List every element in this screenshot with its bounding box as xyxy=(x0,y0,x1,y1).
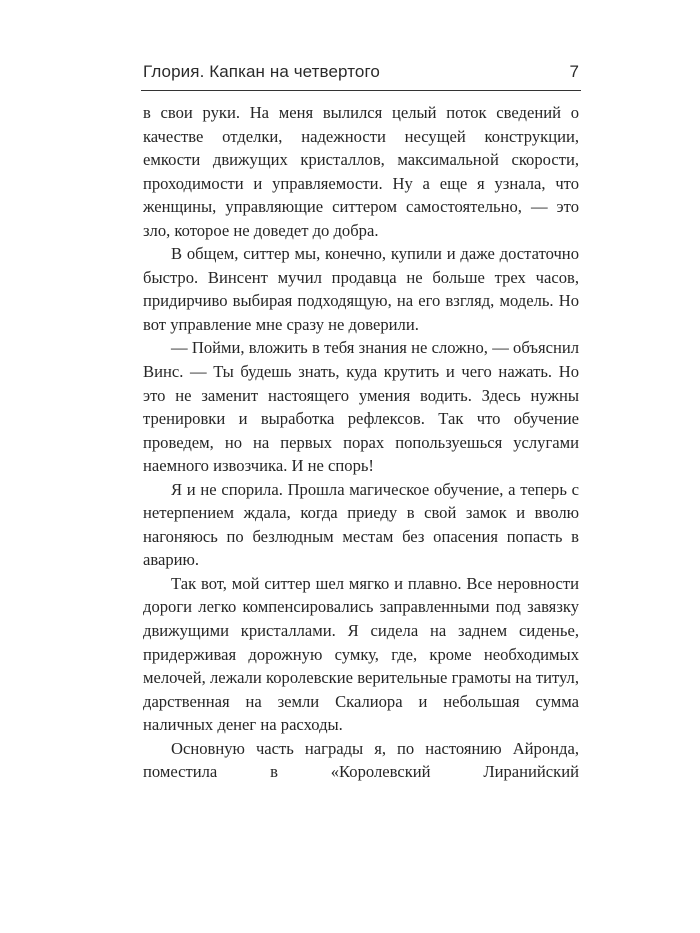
paragraph: в свои руки. На меня вылился целый поток сведений о качестве отделки, надежности несущей конструкции, емкости движущих кристаллов, максимальной скорости, проходимости и управляемости. Ну а еще я узнала, что женщины, управляющие ситтером самостоятельно, — это зло, которое не доведет до добра. xyxy=(143,103,579,240)
body-text xyxy=(143,101,579,784)
paragraph: — Пойми, вложить в тебя знания не сложно, — объяснил Винс. — Ты будешь знать, куда крутить и чего нажать. Но это не заменит настоящего умения водить. Здесь нужны тренировки и выработка рефлексов. Так что обучение проведем, но на первых порах попользуешься услугами наемного извозчика. И не спорь! xyxy=(143,338,579,476)
paragraph: Я и не спорила. Прошла магическое обучение, а теперь с нетерпением ждала, когда приеду в свой замок и вволю нагоняюсь по безлюдным местам без опасения попасть в аварию. xyxy=(143,479,579,570)
running-head xyxy=(143,62,579,88)
header-rule xyxy=(141,90,581,91)
running-title: Глория. Капкан на четвертого xyxy=(143,62,380,81)
page-number: 7 xyxy=(569,62,579,81)
paragraph: Основную часть награды я, по настоянию Айронда, поместила в «Королевский Лиранийский xyxy=(143,738,579,782)
paragraph: Так вот, мой ситтер шел мягко и плавно. Все неровности дороги легко компенсировались заправленными под завязку движущими кристаллами. Я сидела на заднем сиденье, придерживая дорожную сумку, где, кроме необходимых мелочей, лежали королевские верительные грамоты на титул, дарственная на земли Скалиора и небольшая сумма наличных денег на расходы. xyxy=(143,573,579,735)
paragraph: В общем, ситтер мы, конечно, купили и даже достаточно быстро. Винсент мучил продавца не больше трех часов, придирчиво выбирая подходящую, на его взгляд, модель. Но вот управление мне сразу не доверили. xyxy=(143,244,579,334)
